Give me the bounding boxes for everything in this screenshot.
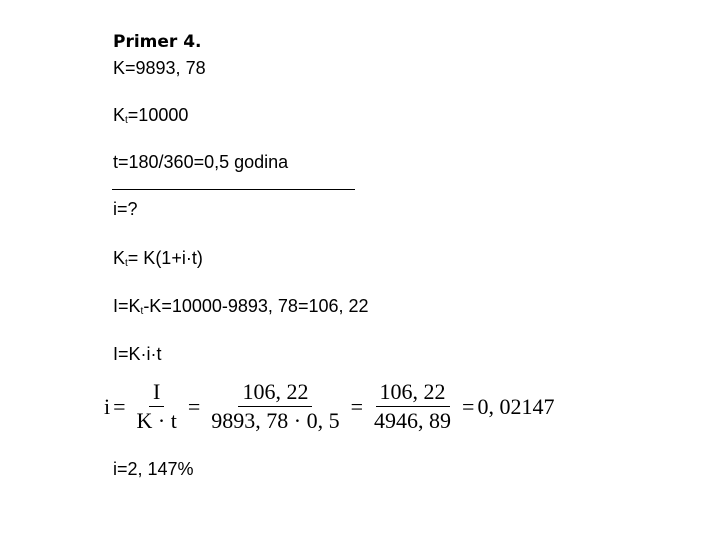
- result-line: i=2, 147%: [113, 459, 194, 479]
- interest-calc-line: [113, 295, 369, 323]
- equals-sign: =: [113, 393, 126, 419]
- fraction-denominator: 4946, 89: [374, 408, 452, 433]
- fraction-simplified: [370, 380, 455, 433]
- final-capital-value: =10000: [127, 105, 189, 125]
- fraction-denominator: 9893, 78 · 0, 5: [211, 408, 340, 433]
- subscript-t: t: [125, 258, 128, 269]
- subscript-t: t: [140, 306, 144, 317]
- compound-formula-rest: = K(1+i·t): [127, 248, 203, 268]
- fraction-substituted: [207, 380, 343, 433]
- rate-equation: [104, 380, 554, 433]
- fraction-denominator: K · t: [136, 408, 177, 433]
- fraction-numerator: I: [149, 380, 164, 407]
- fraction-numerator: 106, 22: [238, 380, 312, 407]
- interest-prefix: I=K: [113, 296, 141, 316]
- equals-sign: =: [187, 393, 201, 419]
- divider-line: [112, 189, 355, 190]
- equation-result: 0, 02147: [477, 393, 555, 419]
- interest-rest: -K=10000-9893, 78=106, 22: [143, 296, 369, 316]
- fraction-symbolic: [133, 380, 181, 433]
- subscript-t: t: [125, 115, 128, 126]
- interest-formula-line: I=K·i·t: [113, 344, 162, 364]
- fraction-numerator: 106, 22: [376, 380, 450, 407]
- equals-sign: =: [350, 393, 364, 419]
- final-capital-line: $K_t=10000$: [113, 105, 189, 126]
- equation-lhs: i: [104, 393, 111, 419]
- slide-title: Primer 4.: [113, 32, 202, 52]
- time-line: t=180/360=0,5 godina: [113, 152, 289, 172]
- capital-line: K=9893, 78: [113, 58, 206, 78]
- equals-sign: =: [462, 393, 475, 419]
- compound-formula-line: $K_t= K(1+i\cdot t)$: [113, 248, 203, 269]
- unknown-rate-line: i=?: [113, 199, 138, 219]
